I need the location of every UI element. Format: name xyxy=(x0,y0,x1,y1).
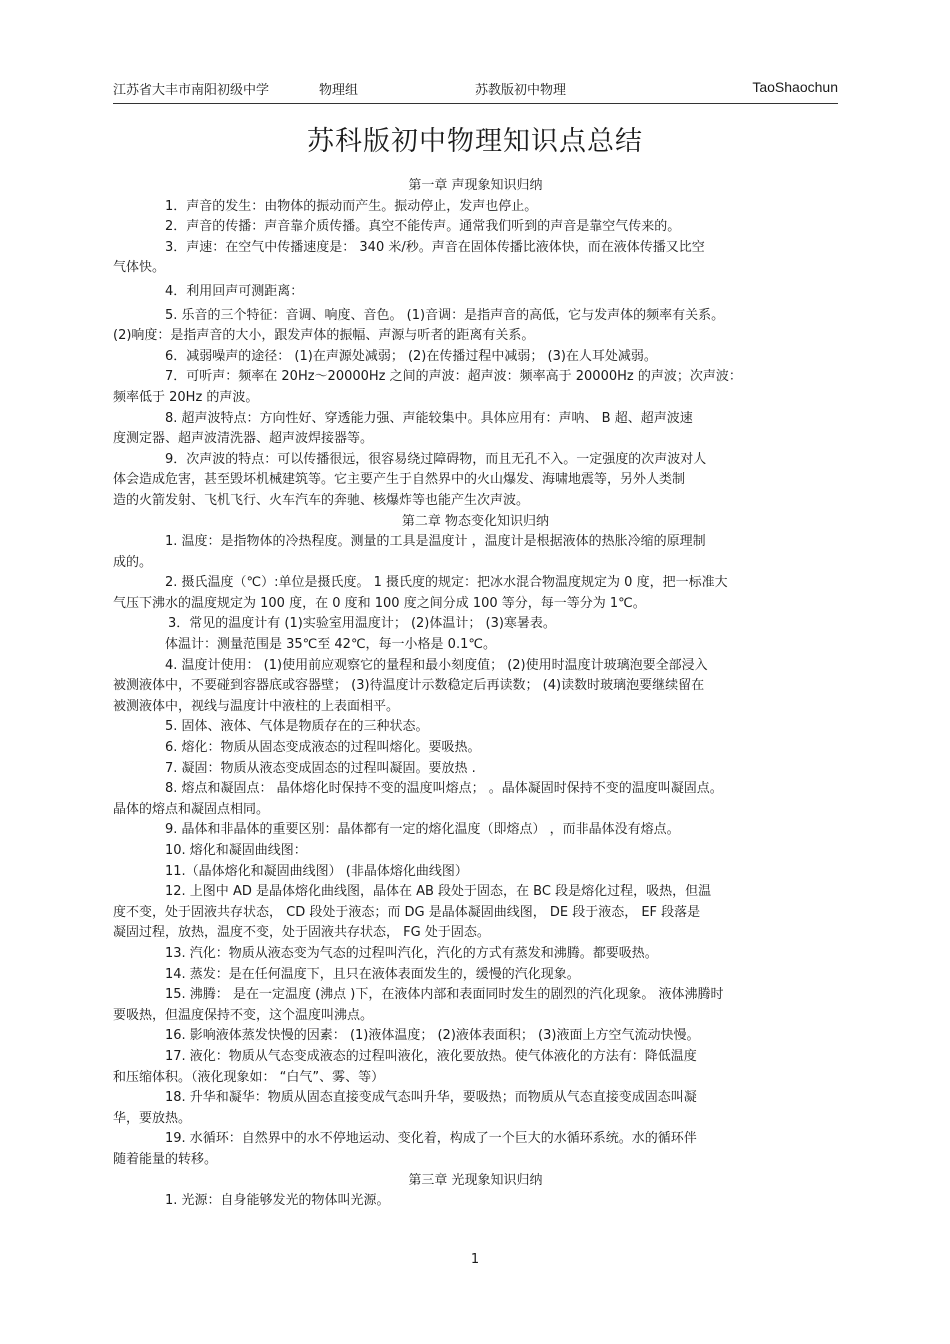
paragraph-line: 13. 汽化：物质从液态变为气态的过程叫汽化，汽化的方式有蒸发和沸腾。都要吸热。 xyxy=(165,945,658,961)
paragraph-line: (2)响度：是指声音的大小，跟发声体的振幅、声源与听者的距离有关系。 xyxy=(113,328,535,344)
paragraph-line: 要吸热，但温度保持不变，这个温度叫沸点。 xyxy=(113,1007,374,1023)
header-divider xyxy=(113,103,838,104)
paragraph-line: 晶体的熔点和凝固点相同。 xyxy=(113,801,270,817)
header-group: 物理组 xyxy=(319,83,359,98)
paragraph-line: 1. 温度：是指物体的冷热程度。测量的工具是温度计 ，温度计是根据液体的热胀冷缩的原理制 xyxy=(165,534,706,550)
paragraph-line: 气体快。 xyxy=(113,260,166,276)
paragraph-line: 4．利用回声可测距离： xyxy=(165,283,304,299)
paragraph-line: 被测液体中，不要碰到容器底或容器壁； (3)待温度计示数稳定后再读数； (4)读数时玻璃泡要继续留在 xyxy=(113,678,705,694)
paragraph-line: 气压下沸水的温度规定为 100 度，在 0 度和 100 度之间分成 100 等分，每一等分为 1℃。 xyxy=(113,595,646,611)
paragraph-line: 15. 沸腾： 是在一定温度 (沸点 )下，在液体内部和表面同时发生的剧烈的汽化现象。 液体沸腾时 xyxy=(165,987,724,1003)
header-edition: 苏教版初中物理 xyxy=(475,83,567,98)
page-number: 1 xyxy=(470,1252,480,1267)
paragraph-line: 1．声音的发生：由物体的振动而产生。振动停止，发声也停止。 xyxy=(165,198,538,214)
paragraph-line: 华，要放热。 xyxy=(113,1110,192,1126)
paragraph-line: 6．减弱噪声的途径： (1)在声源处减弱； (2)在传播过程中减弱； (3)在人耳处减弱。 xyxy=(165,348,657,364)
paragraph-line: 4. 温度计使用： (1)使用前应观察它的量程和最小刻度值； (2)使用时温度计玻璃泡要全部浸入 xyxy=(165,657,708,673)
paragraph-line: 10. 熔化和凝固曲线图： xyxy=(165,843,307,858)
paragraph-line: 5. 固体、液体、气体是物质存在的三种状态。 xyxy=(165,719,429,735)
paragraph-line: 2．声音的传播：声音靠介质传播。真空不能传声。通常我们听到的声音是靠空气传来的。 xyxy=(165,219,681,235)
paragraph-line: 14. 蒸发：是在任何温度下，且只在液体表面发生的，缓慢的汽化现象。 xyxy=(165,966,580,982)
paragraph-line: 造的火箭发射、飞机飞行、火车汽车的奔驰、核爆炸等也能产生次声波。 xyxy=(113,492,530,508)
paragraph-line: 和压缩体积。（液化现象如： “白气”、雾、等） xyxy=(113,1069,385,1085)
paragraph-line: 6. 熔化：物质从固态变成液态的过程叫熔化。要吸热。 xyxy=(165,740,481,756)
paragraph-line: 2. 摄氏温度（℃）:单位是摄氏度。 1 摄氏度的规定：把冰水混合物温度规定为 0 度，把一标准大 xyxy=(165,575,728,591)
paragraph-line: 体会造成危害，甚至毁坏机械建筑等。它主要产生于自然界中的火山爆发、海啸地震等，另外人类制 xyxy=(113,472,686,488)
paragraph-line: 9．次声波的特点：可以传播很远，很容易绕过障碍物，而且无孔不入。一定强度的次声波对人 xyxy=(165,451,707,467)
paragraph-line: 成的。 xyxy=(113,554,153,570)
paragraph-line: 随着能量的转移。 xyxy=(113,1151,218,1167)
paragraph-line: 3．声速：在空气中传播速度是： 340 米/秒。声音在固体传播比液体快，而在液体传播又比空 xyxy=(165,239,705,255)
document-title: 苏科版初中物理知识点总结 xyxy=(307,126,643,157)
paragraph-line: 11.（晶体熔化和凝固曲线图） (非晶体熔化曲线图） xyxy=(165,863,468,879)
paragraph-line: 凝固过程，放热，温度不变，处于固液共存状态， FG 处于固态。 xyxy=(113,925,490,941)
paragraph-line: 8. 超声波特点：方向性好、穿透能力强、声能较集中。具体应用有：声呐、 B 超、超声波速 xyxy=(165,410,693,426)
paragraph-line: 1. 光源：自身能够发光的物体叫光源。 xyxy=(165,1193,390,1209)
paragraph-line: 频率低于 20Hz 的声波。 xyxy=(113,389,259,405)
paragraph-line: 18. 升华和凝华：物质从固态直接变成气态叫升华，要吸热；而物质从气态直接变成固态叫凝 xyxy=(165,1090,697,1106)
paragraph-line: 被测液体中，视线与温度计中液柱的上表面相平。 xyxy=(113,698,400,714)
paragraph-line: 19. 水循环：自然界中的水不停地运动、变化着，构成了一个巨大的水循环系统。水的循环伴 xyxy=(165,1131,697,1147)
paragraph-line: 12. 上图中 AD 是晶体熔化曲线图，晶体在 AB 段处于固态，在 BC 段是熔化过程，吸热，但温 xyxy=(165,884,712,900)
paragraph-line: 3．常见的温度计有 (1)实验室用温度计； (2)体温计； (3)寒暑表。 xyxy=(168,616,556,632)
paragraph-line: 17. 液化：物质从气态变成液态的过程叫液化，液化要放热。使气体液化的方法有：降低温度 xyxy=(165,1048,697,1064)
paragraph-line: 度不变，处于固液共存状态， CD 段处于液态；而 DG 是晶体凝固曲线图， DE 段于液态， EF 段落是 xyxy=(113,904,701,920)
chapter-heading: 第二章 物态变化知识归纳 xyxy=(401,513,550,529)
chapter-heading: 第一章 声现象知识归纳 xyxy=(408,178,543,193)
paragraph-line: 5. 乐音的三个特征：音调、响度、音色。 (1)音调：是指声音的高低，它与发声体的频率有关系。 xyxy=(165,307,725,323)
paragraph-line: 7. 凝固：物质从液态变成固态的过程叫凝固。要放热 . xyxy=(165,760,476,776)
page-header xyxy=(113,77,838,103)
document-body xyxy=(113,176,838,1212)
paragraph-line: 9. 晶体和非晶体的重要区别：晶体都有一定的熔化温度（即熔点） ，而非晶体没有熔点。 xyxy=(165,822,680,838)
header-school: 江苏省大丰市南阳初级中学 xyxy=(113,83,270,98)
paragraph-line: 7．可听声：频率在 20Hz～20000Hz 之间的声波：超声波：频率高于 20000Hz 的声波；次声波： xyxy=(165,369,742,385)
paragraph-line: 度测定器、超声波清洗器、超声波焊接器等。 xyxy=(113,431,374,447)
header-author: TaoShaochun xyxy=(752,79,838,95)
paragraph-line: 体温计：测量范围是 35℃至 42℃，每一小格是 0.1℃。 xyxy=(165,637,496,653)
paragraph-line: 16. 影响液体蒸发快慢的因素： (1)液体温度； (2)液体表面积； (3)液面上方空气流动快慢。 xyxy=(165,1028,700,1044)
paragraph-line: 8. 熔点和凝固点： 晶体熔化时保持不变的温度叫熔点； 。晶体凝固时保持不变的温度叫凝固点。 xyxy=(165,781,723,797)
chapter-heading: 第三章 光现象知识归纳 xyxy=(408,1172,543,1188)
